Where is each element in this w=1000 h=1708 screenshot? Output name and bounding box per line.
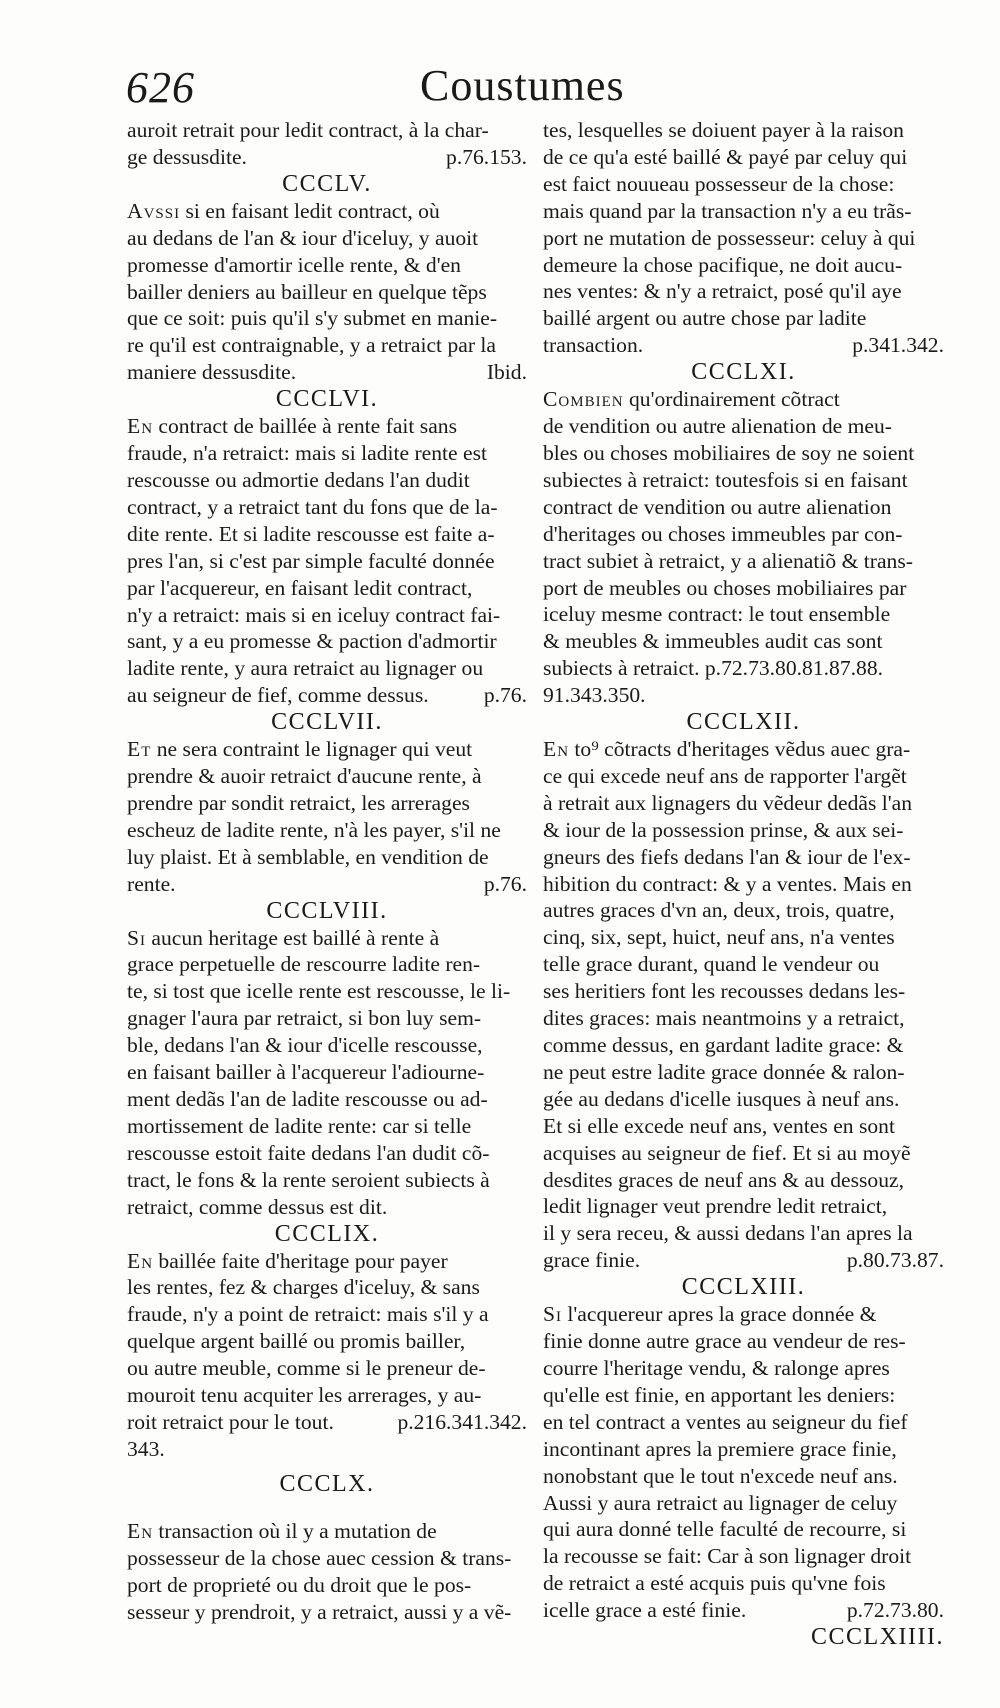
text-line [127, 1059, 527, 1086]
line-text: te, si tost que icelle rente est rescousse, le li- [127, 979, 511, 1004]
text-line [543, 117, 944, 144]
line-text: finie donne autre grace au vendeur de res- [543, 1329, 906, 1354]
line-text: nonobstant que le tout n'excede neuf ans. [543, 1463, 898, 1488]
article-heading: CCCLX. [279, 1470, 375, 1497]
text-line [543, 1463, 944, 1490]
line-text: maniere dessusdite. [127, 360, 297, 385]
text-line [543, 763, 944, 790]
line-text: baillé argent ou autre chose par ladite [543, 306, 867, 331]
article-heading: CCCLVIII. [266, 897, 388, 924]
line-text: rente. [127, 871, 176, 896]
line-text: contract, y a retraict tant du fons que de la- [127, 494, 498, 519]
page-reference: p.341.342. [852, 333, 944, 358]
text-line [127, 440, 527, 467]
text-line [543, 1382, 944, 1409]
article-heading: CCCLXI. [691, 359, 796, 386]
line-text: les rentes, fez & charges d'iceluy, & sans [127, 1275, 480, 1300]
line-text: & iour de la possession prinse, & aux sei- [543, 817, 904, 842]
text-line [127, 198, 527, 225]
line-text: dites graces: mais neantmoins y a retraict, [543, 1006, 905, 1031]
text-line [127, 521, 527, 548]
text-line [543, 1193, 944, 1220]
line-text: de vendition ou autre alienation de meu- [543, 414, 892, 439]
line-text: rescousse estoit faite dedans l'an dudit cõ- [127, 1140, 490, 1165]
text-line [127, 1032, 527, 1059]
line-text: comme dessus, en gardant ladite grace: & [543, 1033, 904, 1057]
text-line [127, 763, 527, 790]
text-line [127, 1599, 527, 1626]
page-reference: p.80.73.87. [846, 1248, 944, 1273]
text-line [127, 1140, 527, 1167]
line-text: demeure la chose pacifique, ne doit aucu- [543, 252, 903, 277]
line-text: qui aura donné telle faculté de recourre, si [543, 1517, 907, 1542]
text-line [543, 1140, 944, 1167]
line-text: baillée faite d'heritage pour payer [153, 1248, 448, 1273]
line-text: auroit retrait pour ledit contract, à la char- [127, 118, 489, 142]
text-line [543, 1436, 944, 1463]
text-line [127, 1005, 527, 1032]
line-text: sant, y a eu promesse & paction d'admortir [127, 629, 497, 654]
text-line [127, 1086, 527, 1113]
reference-continuation: 343. [127, 1436, 165, 1461]
line-text: transaction où il y a mutation de [153, 1518, 437, 1543]
line-text: to⁹ cõtracts d'heritages vẽdus auec gra- [569, 737, 911, 762]
line-text: port de meubles ou choses mobiliaires par [543, 575, 907, 600]
text-line [543, 1086, 944, 1113]
line-text: retraict, comme dessus est dit. [127, 1194, 388, 1219]
page-reference: p.76. [483, 871, 527, 896]
line-text: contract de vendition ou autre alienation [543, 494, 892, 519]
article-heading: CCCLV. [282, 170, 372, 197]
text-line [127, 871, 527, 898]
page-reference: Ibid. [486, 360, 527, 385]
line-text: ou autre meuble, comme si le preneur de- [127, 1356, 486, 1381]
line-text: ses heritiers font les recousses dedans les- [543, 979, 906, 1004]
line-text: Et si elle excede neuf ans, ventes en sont [543, 1113, 895, 1138]
line-text: au seigneur de fief, comme dessus. [127, 683, 429, 708]
text-line [543, 1490, 944, 1517]
initial-word: Avssi [127, 198, 181, 223]
text-line [543, 601, 944, 628]
article-paragraph [127, 1518, 527, 1626]
text-line [543, 171, 944, 198]
line-text: tract subiet à retraict, y a alienatiõ & trans- [543, 548, 913, 573]
page-reference: p.76.153. [446, 144, 527, 169]
line-text: gnager l'aura par retraict, si bon luy sem- [127, 1006, 482, 1031]
text-line [543, 736, 944, 763]
line-text: de ce qu'a esté baillé & payé par celuy qui [543, 144, 908, 169]
line-text: ladite rente, y aura retraict au lignager ou [127, 656, 484, 681]
text-line [127, 1382, 527, 1409]
line-text: mouroit tenu acquiter les arrerages, y au- [127, 1383, 482, 1408]
line-text: courre l'heritage vendu, & ralonge apres [543, 1355, 890, 1380]
line-text: d'heritages ou choses immeubles par con- [543, 521, 903, 546]
text-line [543, 198, 944, 225]
line-text: tes, lesquelles se doiuent payer à la raison [543, 118, 904, 142]
text-line [127, 575, 527, 602]
text-line [127, 548, 527, 575]
text-line [127, 252, 527, 279]
line-text: ce qui excede neuf ans de rapporter l'argẽt [543, 763, 907, 788]
line-text: gneurs des fiefs dedans l'an & iour de l'ex- [543, 844, 911, 869]
line-text: iceluy mesme contract: le tout ensemble [543, 602, 891, 627]
line-text: tract, le fons & la rente seroient subiects à [127, 1167, 490, 1192]
line-text: prendre par sondit retraict, les arrerages [127, 790, 470, 815]
line-text: re qu'il est contraignable, y a retraict par la [127, 333, 497, 358]
line-text: de retraict a esté acquis puis qu'vne fois [543, 1571, 886, 1596]
initial-word: En [127, 1248, 154, 1273]
line-text: & meubles & immeubles audit cas sont [543, 629, 883, 654]
text-line [127, 1409, 527, 1436]
text-line [127, 279, 527, 306]
line-text: ledit lignager veut prendre ledit retraict, [543, 1194, 888, 1219]
article-paragraph [127, 1248, 527, 1463]
text-line [127, 1355, 527, 1382]
text-line [127, 978, 527, 1005]
line-text: port ne mutation de possesseur: celuy à qui [543, 225, 916, 250]
text-line [543, 278, 944, 305]
article-paragraph [543, 117, 944, 359]
line-text: autres graces d'vn an, deux, trois, quatre, [543, 898, 895, 923]
line-text: subiects à retraict. p.72.73.80.81.87.88. [543, 656, 884, 681]
line-text: mais quand par la transaction n'y a eu trãs- [543, 198, 912, 223]
text-line [543, 494, 944, 521]
text-line [543, 871, 944, 898]
text-line [127, 332, 527, 359]
text-line [543, 144, 944, 171]
line-text: sesseur y prendroit, y a retraict, aussi y a vẽ- [127, 1599, 512, 1624]
line-text: ne peut estre ladite grace donnée & ralon- [543, 1059, 905, 1084]
line-text: ble, dedans l'an & iour d'icelle rescousse, [127, 1033, 483, 1058]
text-line [127, 925, 527, 952]
page-number: 626 [126, 63, 195, 112]
text-line [127, 117, 527, 144]
initial-word: Et [127, 737, 152, 762]
line-text: si en faisant ledit contract, où [180, 198, 440, 223]
initial-word: En [127, 414, 154, 439]
text-line [127, 951, 527, 978]
line-text: n'y a retraict: mais si en iceluy contract fai- [127, 602, 501, 627]
article-heading: CCCLXII. [686, 709, 801, 736]
initial-word: Combien [543, 387, 624, 412]
line-text: à retrait aux lignagers du vẽdeur dedãs l'an [543, 790, 913, 815]
line-text: mortissement de ladite rente: car si telle [127, 1113, 472, 1138]
text-line [543, 817, 944, 844]
text-line [543, 575, 944, 602]
line-text: luy plaist. Et à semblable, en vendition de [127, 844, 489, 869]
text-line [543, 1005, 944, 1032]
article-heading: CCCLXIII. [681, 1274, 806, 1301]
line-text: quelque argent baillé ou promis bailler, [127, 1329, 466, 1354]
text-line [543, 1113, 944, 1140]
text-line [127, 1301, 527, 1328]
line-text: desdites graces de neuf ans & au dessouz, [543, 1167, 904, 1192]
text-line [543, 1328, 944, 1355]
text-line [543, 1247, 944, 1274]
right-column [543, 117, 944, 1651]
initial-word: Si [543, 1302, 563, 1327]
text-line [543, 655, 944, 682]
text-line [543, 897, 944, 924]
text-line [543, 521, 944, 548]
text-line [543, 386, 944, 413]
text-line [127, 305, 527, 332]
line-text: cinq, six, sept, huict, neuf ans, n'a ventes [543, 925, 895, 950]
text-line [543, 844, 944, 871]
line-text: icelle grace a esté finie. [543, 1598, 747, 1623]
line-text: qu'elle est finie, en apportant les deniers: [543, 1382, 896, 1407]
text-line [543, 1355, 944, 1382]
page-reference: p.76. [483, 683, 527, 708]
line-text: fraude, n'y a point de retraict: mais s'il y a [127, 1302, 489, 1327]
line-text: en tel contract a ventes au seigneur du fief [543, 1409, 908, 1434]
line-text: la recousse se fait: Car à son lignager droit [543, 1544, 912, 1569]
line-text: grace perpetuelle de rescourre ladite ren- [127, 952, 481, 977]
text-line [543, 467, 944, 494]
line-text: Aussi y aura retraict au lignager de celuy [543, 1490, 898, 1515]
text-line [127, 655, 527, 682]
text-line [543, 1516, 944, 1543]
text-line [127, 225, 527, 252]
catchword: CCCLXIIII. [811, 1624, 944, 1651]
article-paragraph [127, 925, 527, 1221]
line-text: est faict nouueau possesseur de la chose: [543, 171, 895, 196]
text-line [127, 1518, 527, 1545]
article-paragraph [127, 198, 527, 386]
line-text: bles ou choses mobiliaires de soy ne soient [543, 440, 915, 465]
article-heading: CCCLVI. [275, 386, 379, 413]
text-line [127, 1248, 527, 1275]
line-text: dite rente. Et si ladite rescousse est faite a- [127, 521, 495, 546]
text-line [543, 305, 944, 332]
text-line [543, 1301, 944, 1328]
line-text: il y sera receu, & aussi dedans l'an apres la [543, 1221, 913, 1246]
text-line [543, 332, 944, 359]
line-text: transaction. [543, 333, 644, 358]
text-line [127, 602, 527, 629]
initial-word: Si [127, 925, 147, 950]
text-line [543, 1543, 944, 1570]
text-line [543, 252, 944, 279]
text-line [543, 1032, 944, 1059]
text-line [543, 440, 944, 467]
line-text: l'acquereur apres la grace donnée & [562, 1302, 877, 1327]
text-line [543, 628, 944, 655]
line-text: subiectes à retraict: toutesfois si en faisant [543, 467, 908, 492]
text-line [127, 817, 527, 844]
text-line [127, 1545, 527, 1572]
article-paragraph [543, 386, 944, 709]
text-line [127, 682, 527, 709]
text-line [127, 844, 527, 871]
line-text: 91.343.350. [543, 683, 646, 708]
article-paragraph [543, 1301, 944, 1624]
text-line [127, 1113, 527, 1140]
text-line [543, 1220, 944, 1247]
text-line [127, 736, 527, 763]
line-text: acquises au seigneur de fief. Et si au moyẽ [543, 1140, 911, 1165]
text-line [543, 1167, 944, 1194]
line-text: bailler deniers au bailleur en quelque tẽps [127, 279, 487, 304]
left-column [127, 117, 527, 1625]
text-line [543, 1570, 944, 1597]
text-line [127, 1328, 527, 1355]
line-text: incontinant apres la premiere grace finie, [543, 1436, 897, 1461]
line-text: roit retraict pour le tout. [127, 1409, 334, 1434]
article-heading: CCCLVII. [271, 709, 383, 736]
article-paragraph [127, 736, 527, 897]
line-text: nes ventes: & n'y a retraict, posé qu'il aye [543, 279, 902, 304]
article-paragraph [127, 413, 527, 709]
line-text: ge dessusdite. [127, 144, 247, 169]
text-line [127, 359, 527, 386]
text-line [127, 1194, 527, 1221]
text-line [543, 682, 944, 709]
line-text: promesse d'amortir icelle rente, & d'en [127, 252, 461, 277]
running-title: Coustumes [420, 61, 625, 110]
page-reference: p.72.73.80. [846, 1598, 944, 1623]
text-line [127, 1274, 527, 1301]
page-reference: p.216.341.342. [397, 1409, 527, 1434]
line-text: par l'acquereur, en faisant ledit contract, [127, 575, 473, 600]
text-line [543, 978, 944, 1005]
text-line [543, 790, 944, 817]
line-text: pres l'an, si c'est par simple faculté donnée [127, 548, 495, 573]
line-text: possesseur de la chose auec cession & trans- [127, 1545, 512, 1570]
line-text: qu'ordinairement cõtract [623, 387, 840, 412]
line-text: que ce soit: puis qu'il s'y submet en manie- [127, 306, 498, 331]
line-text: port de proprieté ou du droit que le pos- [127, 1572, 472, 1597]
line-text: en faisant bailler à l'acquereur l'adiourne- [127, 1060, 485, 1085]
line-text: telle grace durant, quand le vendeur ou [543, 952, 880, 977]
text-line [543, 548, 944, 575]
text-line [127, 467, 527, 494]
text-line [543, 924, 944, 951]
text-line [127, 494, 527, 521]
text-line [127, 1167, 527, 1194]
line-text: aucun heritage est baillé à rente à [146, 925, 440, 950]
text-line [543, 1409, 944, 1436]
line-text: rescousse ou admortie dedans l'an dudit [127, 467, 470, 492]
line-text: hibition du contract: & y a ventes. Mais en [543, 871, 912, 896]
line-text: contract de baillée à rente fait sans [153, 414, 457, 439]
text-line [127, 413, 527, 440]
text-line [543, 951, 944, 978]
text-line [543, 413, 944, 440]
text-line [127, 1572, 527, 1599]
text-line [543, 1597, 944, 1624]
text-line [127, 144, 527, 171]
initial-word: En [127, 1518, 154, 1543]
line-text: fraude, n'a retraict: mais si ladite rente est [127, 441, 488, 466]
article-paragraph [543, 736, 944, 1274]
text-line [127, 628, 527, 655]
text-line [127, 790, 527, 817]
line-text: au dedans de l'an & iour d'iceluy, y auoit [127, 225, 479, 250]
text-line [543, 225, 944, 252]
line-text: ment dedãs l'an de ladite rescousse ou ad- [127, 1087, 488, 1111]
line-text: ne sera contraint le lignager qui veut [151, 737, 473, 762]
initial-word: En [543, 737, 570, 762]
line-text: gée au dedans d'icelle iusques à neuf ans. [543, 1086, 900, 1111]
article-heading: CCCLIX. [274, 1220, 380, 1247]
line-text: prendre & auoir retraict d'aucune rente, à [127, 764, 482, 789]
line-text: escheuz de ladite rente, n'à les payer, s'il ne [127, 817, 501, 842]
text-line [543, 1059, 944, 1086]
line-text: grace finie. [543, 1248, 641, 1273]
article-paragraph [127, 117, 527, 171]
